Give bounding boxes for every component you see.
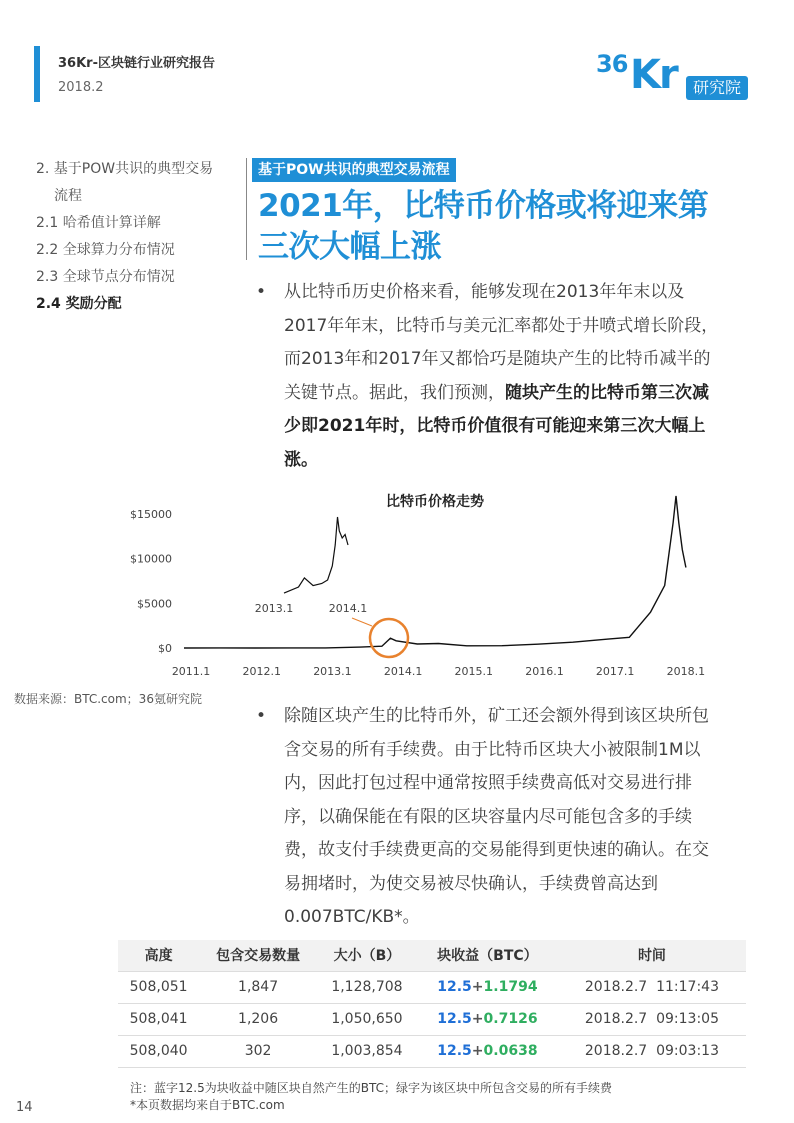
toc-item[interactable]: 2.4 奖励分配 (36, 296, 122, 312)
table-header-row (118, 940, 746, 971)
cell-size: 1,128,708 (317, 971, 417, 1003)
highlight-circle (370, 619, 408, 657)
toc-item[interactable]: 2.2 全球算力分布情况 (36, 242, 175, 258)
chart-title: 比特币价格走势 (386, 494, 484, 510)
inset-series-line (284, 517, 348, 593)
inset-connector-line (352, 618, 372, 626)
col-tx-count: 包含交易数量 (199, 940, 317, 971)
cell-size: 1,050,650 (317, 1003, 417, 1035)
col-reward: 块收益（BTC） (417, 940, 558, 971)
col-time: 时间 (558, 940, 746, 971)
x-tick-label: 2014.1 (383, 665, 423, 678)
block-reward-table (118, 940, 746, 1068)
bullet: • (256, 706, 267, 726)
y-tick-label: $15000 (130, 507, 172, 521)
cell-height: 508,051 (118, 971, 199, 1003)
logo-number: 36 (596, 50, 628, 78)
toc-item[interactable]: 流程 (54, 188, 82, 204)
cell-reward (417, 1003, 558, 1035)
cell-size: 1,003,854 (317, 1035, 417, 1067)
cell-count: 302 (199, 1035, 317, 1067)
y-tick-label: $5000 (137, 597, 172, 611)
cell-height: 508,041 (118, 1003, 199, 1035)
cell-time: 2018.2.7 11:17:43 (558, 971, 746, 1003)
logo-institute-label: 研究院 (686, 76, 748, 100)
cell-time: 2018.2.7 09:13:05 (558, 1003, 746, 1035)
reward-plus: + (471, 1043, 484, 1059)
cell-count: 1,847 (199, 971, 317, 1003)
cell-reward (417, 1035, 558, 1067)
table-of-contents (36, 156, 241, 318)
inset-x-label: 2014.1 (328, 602, 368, 615)
table-row (118, 971, 746, 1003)
report-date: 2018.2 (58, 80, 104, 95)
inset-x-label: 2013.1 (254, 602, 294, 615)
brand-logo (596, 50, 772, 102)
paragraph-text: 除随区块产生的比特币外，矿工还会额外得到该区块所包含交易的所有手续费。由于比特币区块大小被限制1M以内，因此打包过程中通常按照手续费高低对交易进行排序，以确保能在有限的区块容量内尽可能包含多的手续费，故支付手续费更高的交易能得到更快速的确认。在交易拥堵时，为使交易被尽快确认，手续费曾高达到0.007BTC/KB*。 (284, 706, 709, 927)
reward-base: 12.5 (437, 1043, 472, 1059)
price-series-line (184, 496, 686, 648)
note-line: 注：蓝字12.5为块收益中随区块自然产生的BTC；绿字为该区块中所包含交易的所有手续费 (130, 1081, 612, 1095)
col-height: 高度 (118, 940, 199, 971)
x-tick-label: 2016.1 (525, 665, 564, 678)
x-tick-label: 2015.1 (454, 665, 494, 678)
section-tag: 基于POW共识的典型交易流程 (252, 158, 456, 182)
reward-base: 12.5 (437, 1011, 472, 1027)
x-tick-label: 2018.1 (666, 665, 706, 678)
table-row (118, 1035, 746, 1067)
paragraph-bold-text: 随块产生的比特币第三次减少即2021年时，比特币价值很有可能迎来第三次大幅上涨。 (284, 382, 709, 470)
x-tick-label: 2012.1 (242, 665, 282, 678)
table-row (118, 1003, 746, 1035)
data-source: 数据来源：BTC.com；36氪研究院 (14, 692, 202, 706)
page-headline: 2021年，比特币价格或将迎来第三次大幅上涨 (258, 188, 709, 265)
table-note (130, 1080, 612, 1114)
toc-item[interactable]: 2.3 全球节点分布情况 (36, 269, 175, 285)
paragraph-text: 从比特币历史价格来看，能够发现在2013年年末以及2017年年末，比特币与美元汇率都处于井喷式增长阶段，而2013年和2017年又都恰巧是随块产生的比特币减半的关键节点。据此，我们预测， (284, 282, 719, 403)
logo-kr: Kr (630, 52, 677, 98)
btc-price-chart (120, 488, 720, 680)
page-number: 14 (16, 1100, 33, 1115)
section-divider (246, 158, 247, 260)
cell-height: 508,040 (118, 1035, 199, 1067)
toc-item[interactable]: 2.1 哈希值计算详解 (36, 215, 161, 231)
reward-plus: + (471, 979, 484, 995)
cell-count: 1,206 (199, 1003, 317, 1035)
x-tick-label: 2013.1 (313, 665, 352, 678)
toc-item[interactable]: 2. 基于POW共识的典型交易 (36, 161, 214, 177)
reward-plus: + (471, 1011, 484, 1027)
reward-base: 12.5 (437, 979, 472, 995)
y-tick-label: $0 (158, 642, 172, 655)
reward-fee: 0.0638 (483, 1043, 538, 1059)
bullet: • (256, 282, 267, 302)
cell-reward (417, 971, 558, 1003)
reward-fee: 1.1794 (483, 979, 538, 995)
report-title: 36Kr-区块链行业研究报告 (58, 56, 215, 71)
note-line: *本页数据均来自于BTC.com (130, 1098, 285, 1112)
x-tick-label: 2011.1 (171, 665, 211, 678)
header-accent-bar (34, 46, 40, 102)
col-size: 大小（B） (317, 940, 417, 971)
x-tick-label: 2017.1 (595, 665, 635, 678)
cell-time: 2018.2.7 09:03:13 (558, 1035, 746, 1067)
reward-fee: 0.7126 (483, 1011, 538, 1027)
y-tick-label: $10000 (130, 552, 172, 566)
